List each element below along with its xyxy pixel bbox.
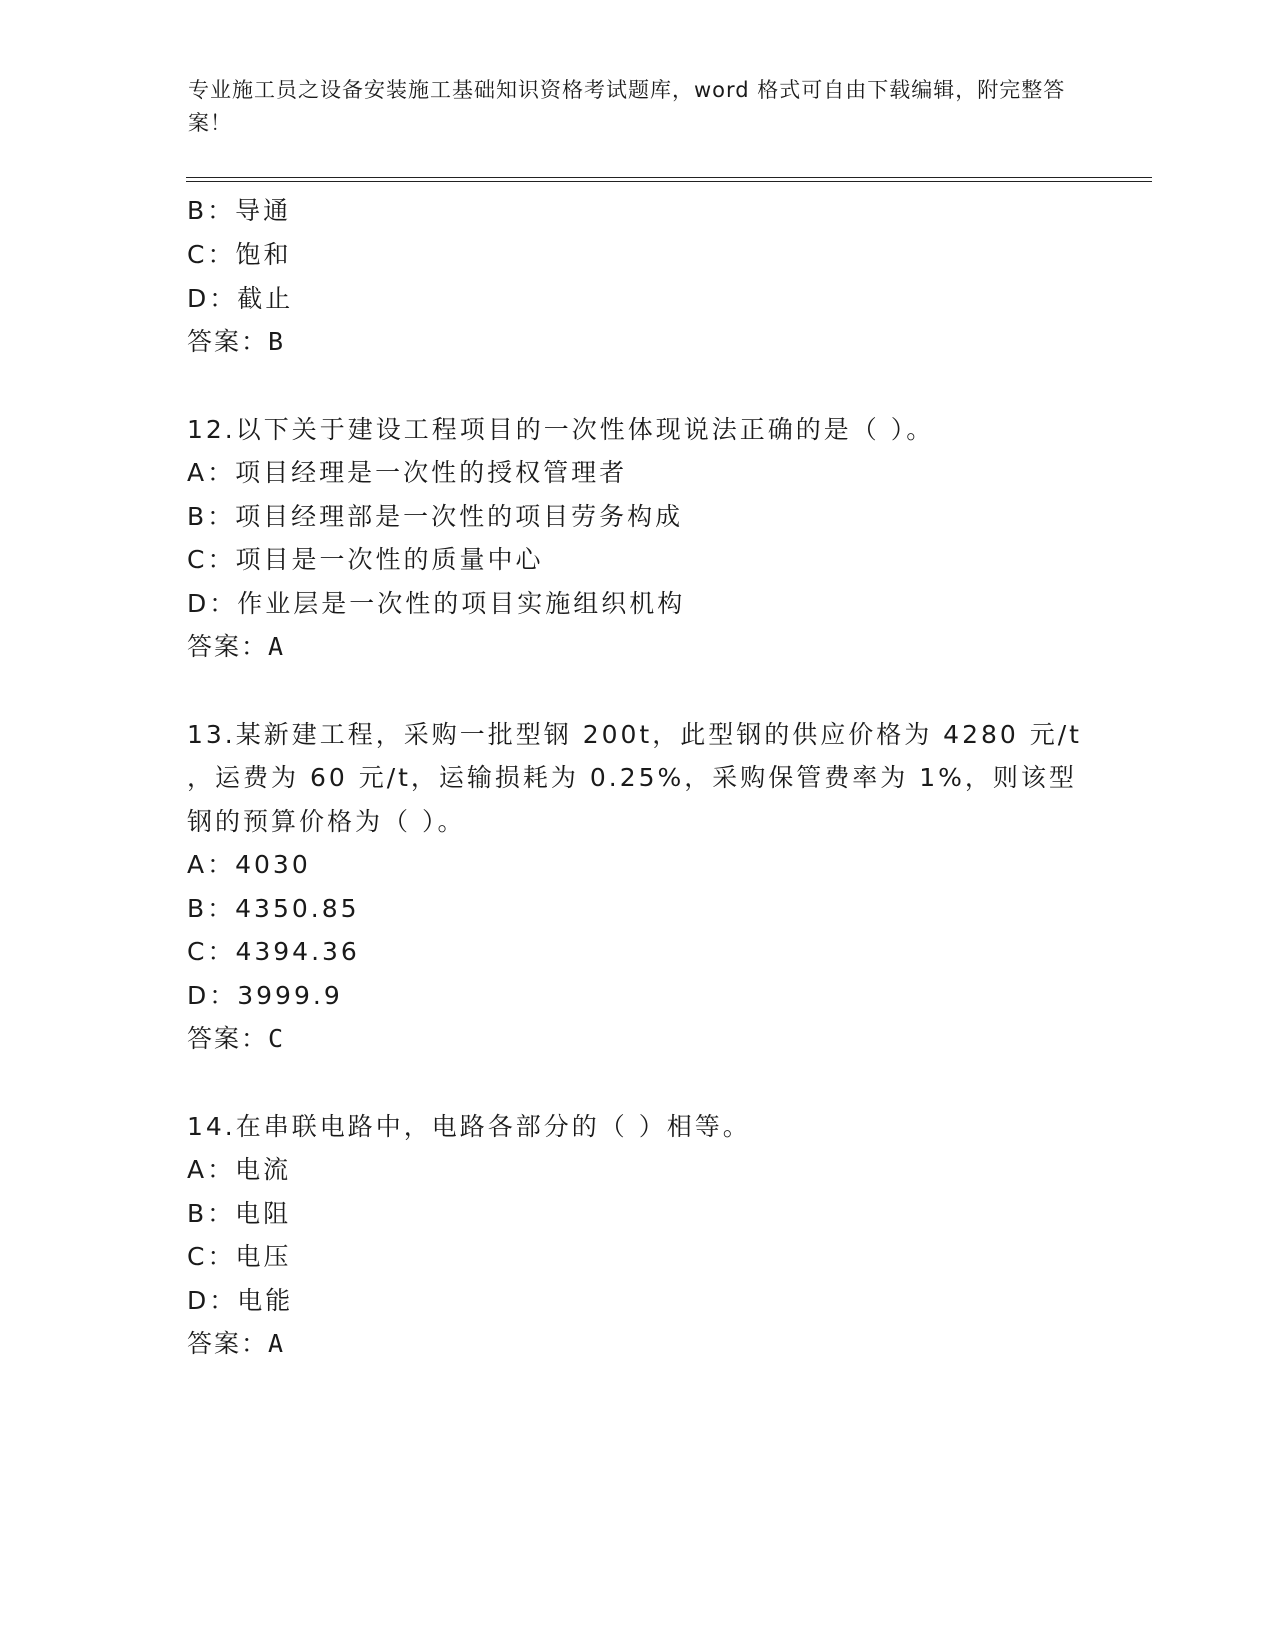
answer-line — [187, 327, 283, 357]
answer-value: C — [268, 1024, 284, 1053]
rule-line-bottom — [186, 181, 1152, 182]
header-double-rule — [186, 177, 1152, 183]
answer-value: B — [268, 327, 284, 356]
question-14-option-b: B：电阻 — [187, 1199, 292, 1228]
answer-label: 答案： — [187, 632, 269, 661]
question-13-answer — [187, 1024, 283, 1054]
question-13-text-line-1: 13.某新建工程，采购一批型钢 200t，此型钢的供应价格为 4280 元/t — [187, 720, 1082, 749]
question-14-option-c: C：电压 — [187, 1242, 292, 1271]
answer-label: 答案： — [187, 327, 269, 356]
rule-line-top — [186, 177, 1152, 178]
question-13-option-b: B：4350.85 — [187, 894, 360, 923]
answer-label: 答案： — [187, 1024, 269, 1053]
option-b: B：导通 — [187, 196, 292, 225]
option-c: C：饱和 — [187, 240, 292, 269]
question-13-text-line-3: 钢的预算价格为（ ）。 — [187, 807, 466, 836]
answer-label: 答案： — [187, 1329, 269, 1358]
option-d: D：截止 — [187, 284, 294, 313]
question-13-option-c: C：4394.36 — [187, 937, 360, 966]
question-12-option-d: D：作业层是一次性的项目实施组织机构 — [187, 589, 686, 618]
question-12-option-c: C：项目是一次性的质量中心 — [187, 545, 544, 574]
question-14-answer — [187, 1329, 283, 1359]
question-12-text: 12.以下关于建设工程项目的一次性体现说法正确的是（ ）。 — [187, 415, 935, 444]
question-12-option-a: A：项目经理是一次性的授权管理者 — [187, 458, 628, 487]
answer-value: A — [268, 1329, 284, 1358]
question-13-option-a: A：4030 — [187, 850, 311, 879]
question-13-option-d: D：3999.9 — [187, 981, 343, 1010]
question-13-text-line-2: ，运费为 60 元/t，运输损耗为 0.25%，采购保管费率为 1%，则该型 — [187, 763, 1077, 792]
question-14-option-a: A：电流 — [187, 1155, 292, 1184]
question-14-text: 14.在串联电路中，电路各部分的（ ）相等。 — [187, 1112, 751, 1141]
question-12-option-b: B：项目经理部是一次性的项目劳务构成 — [187, 502, 684, 531]
answer-value: A — [268, 632, 284, 661]
question-12-answer — [187, 632, 283, 662]
question-14-option-d: D：电能 — [187, 1286, 294, 1315]
document-header: 专业施工员之设备安装施工基础知识资格考试题库，word 格式可自由下载编辑，附完整答案！ — [188, 78, 1066, 135]
